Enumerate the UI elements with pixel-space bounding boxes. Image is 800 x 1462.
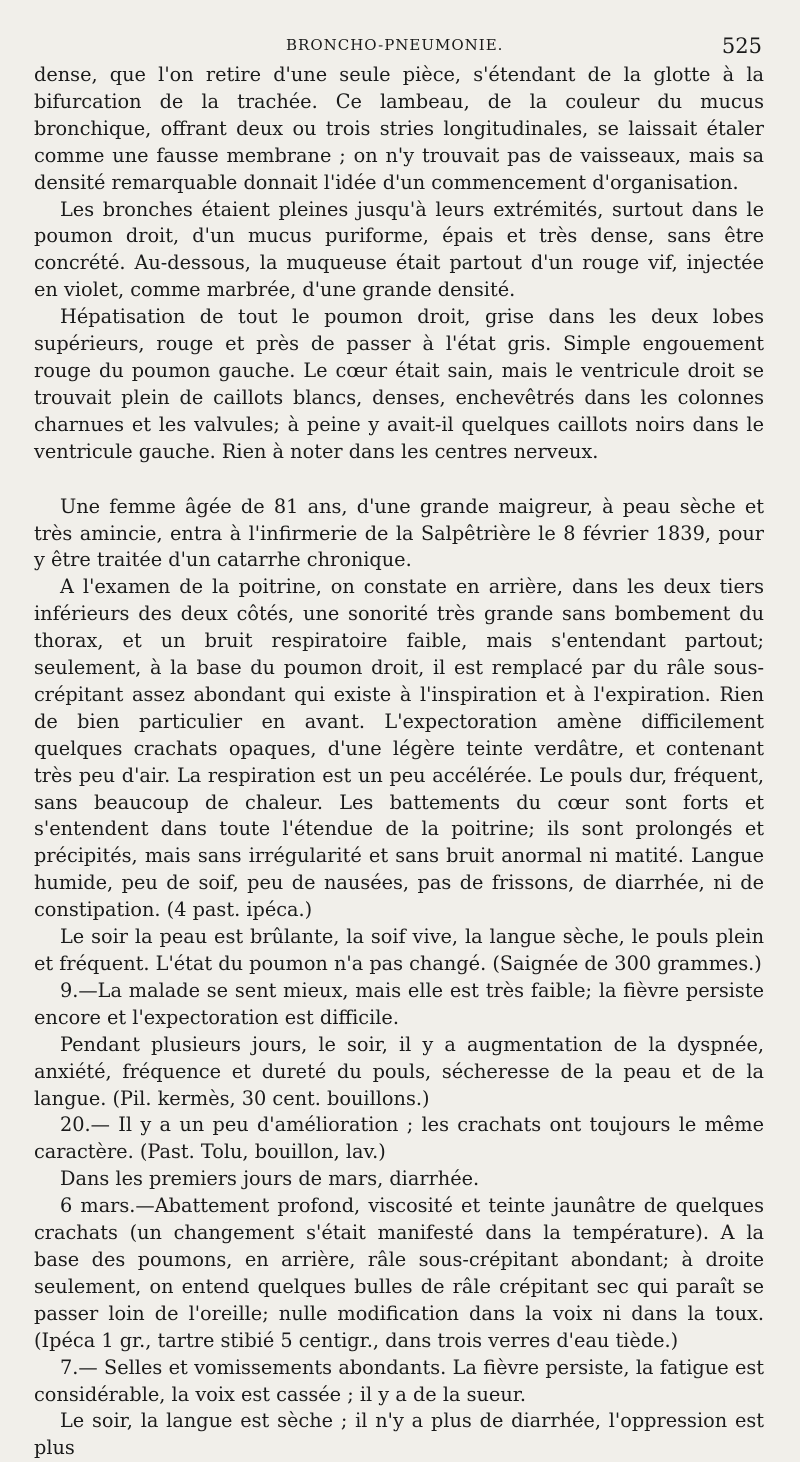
paragraph: Le soir la peau est brûlante, la soif vive, la langue sèche, le pouls plein et fréquent. L'état du poumon n'a pas changé. (Saignée de 300 grammes.) [34, 925, 764, 975]
paragraph: Une femme âgée de 81 ans, d'une grande maigreur, à peau sèche et très amincie, entra à l'infirmerie de la Salpêtrière le 8 février 1839, pour y être traitée d'un catarrhe chronique. [34, 494, 764, 572]
paragraph: Les bronches étaient pleines jusqu'à leurs extrémités, surtout dans le poumon droit, d'un mucus puriforme, épais et très dense, sans être concrété. Au-dessous, la muqueuse était partout d'un rouge vif, injectée en violet, comme marbrée, d'une grande densité. [34, 197, 764, 302]
paragraph: 9.—La malade se sent mieux, mais elle est très faible; la fièvre persiste encore et l'expectoration est difficile. [34, 978, 764, 1029]
body-text [34, 62, 764, 1462]
paragraph: 7.— Selles et vomissements abondants. La fièvre persiste, la fatigue est considérable, la voix est cassée ; il y a de la sueur. [34, 1355, 764, 1406]
paragraph: 6 mars.—Abattement profond, viscosité et teinte jaunâtre de quelques crachats (un changement s'était manifesté dans la température). A la base des poumons, en arrière, râle sous-crépitant abondant; à droite seulement, on entend quelques bulles de râle crépitant sec qui paraît se passer loin de l'oreille; nulle modification dans la voix ni dans la toux. (Ipéca 1 gr., tartre stibié 5 centigr., dans trois verres d'eau tiède.) [34, 1194, 764, 1352]
page-header [34, 32, 764, 62]
paragraph: 20.— Il y a un peu d'amélioration ; les crachats ont toujours le même caractère. (Past. Tolu, bouillon, lav.) [34, 1113, 764, 1164]
paragraph: Pendant plusieurs jours, le soir, il y a augmentation de la dyspnée, anxiété, fréquence et dureté du pouls, sécheresse de la peau et de la langue. (Pil. kermès, 30 cent. bouillons.) [34, 1032, 764, 1110]
paragraph: Hépatisation de tout le poumon droit, grise dans les deux lobes supérieurs, rouge et près de passer à l'état gris. Simple engouement rouge du poumon gauche. Le cœur était sain, mais le ventricule droit se trouvait plein de caillots blancs, denses, enchevêtrés dans les colonnes charnues et les valvules; à peine y avait-il quelques caillots noirs dans le ventricule gauche. Rien à noter dans les centres nerveux. [34, 305, 764, 463]
paragraph: Dans les premiers jours de mars, diarrhée. [60, 1167, 480, 1191]
page-number: 525 [721, 34, 762, 58]
paragraph: Le soir, la langue est sèche ; il n'y a plus de diarrhée, l'oppression est plus [34, 1409, 764, 1460]
running-title: BRONCHO-PNEUMONIE. [286, 36, 504, 54]
paragraph: dense, que l'on retire d'une seule pièce, s'étendant de la glotte à la bifurcation de la trachée. Ce lambeau, de la couleur du mucus bronchique, offrant deux ou trois stries longitudinales, se laissait étaler comme une fausse membrane ; on n'y trouvait pas de vaisseaux, mais sa densité remarquable donnait l'idée d'un commencement d'organisation. [34, 63, 764, 194]
paragraph: A l'examen de la poitrine, on constate en arrière, dans les deux tiers inférieurs des deux côtés, une sonorité très grande sans bombement du thorax, et un bruit respiratoire faible, mais s'entendant partout; seulement, à la base du poumon droit, il est remplacé par du râle sous-crépitant assez abondant qui existe à l'inspiration et à l'expiration. Rien de bien particulier en avant. L'expectoration amène difficilement quelques crachats opaques, d'une légère teinte verdâtre, et contenant très peu d'air. La respiration est un peu accélérée. Le pouls dur, fréquent, sans beaucoup de chaleur. Les battements du cœur sont forts et s'entendent dans toute l'étendue de la poitrine; ils sont prolongés et précipités, mais sans irrégularité et sans bruit anormal ni matité. Langue humide, peu de soif, peu de nausées, pas de frissons, de diarrhée, ni de constipation. (4 past. ipéca.) [34, 575, 764, 922]
